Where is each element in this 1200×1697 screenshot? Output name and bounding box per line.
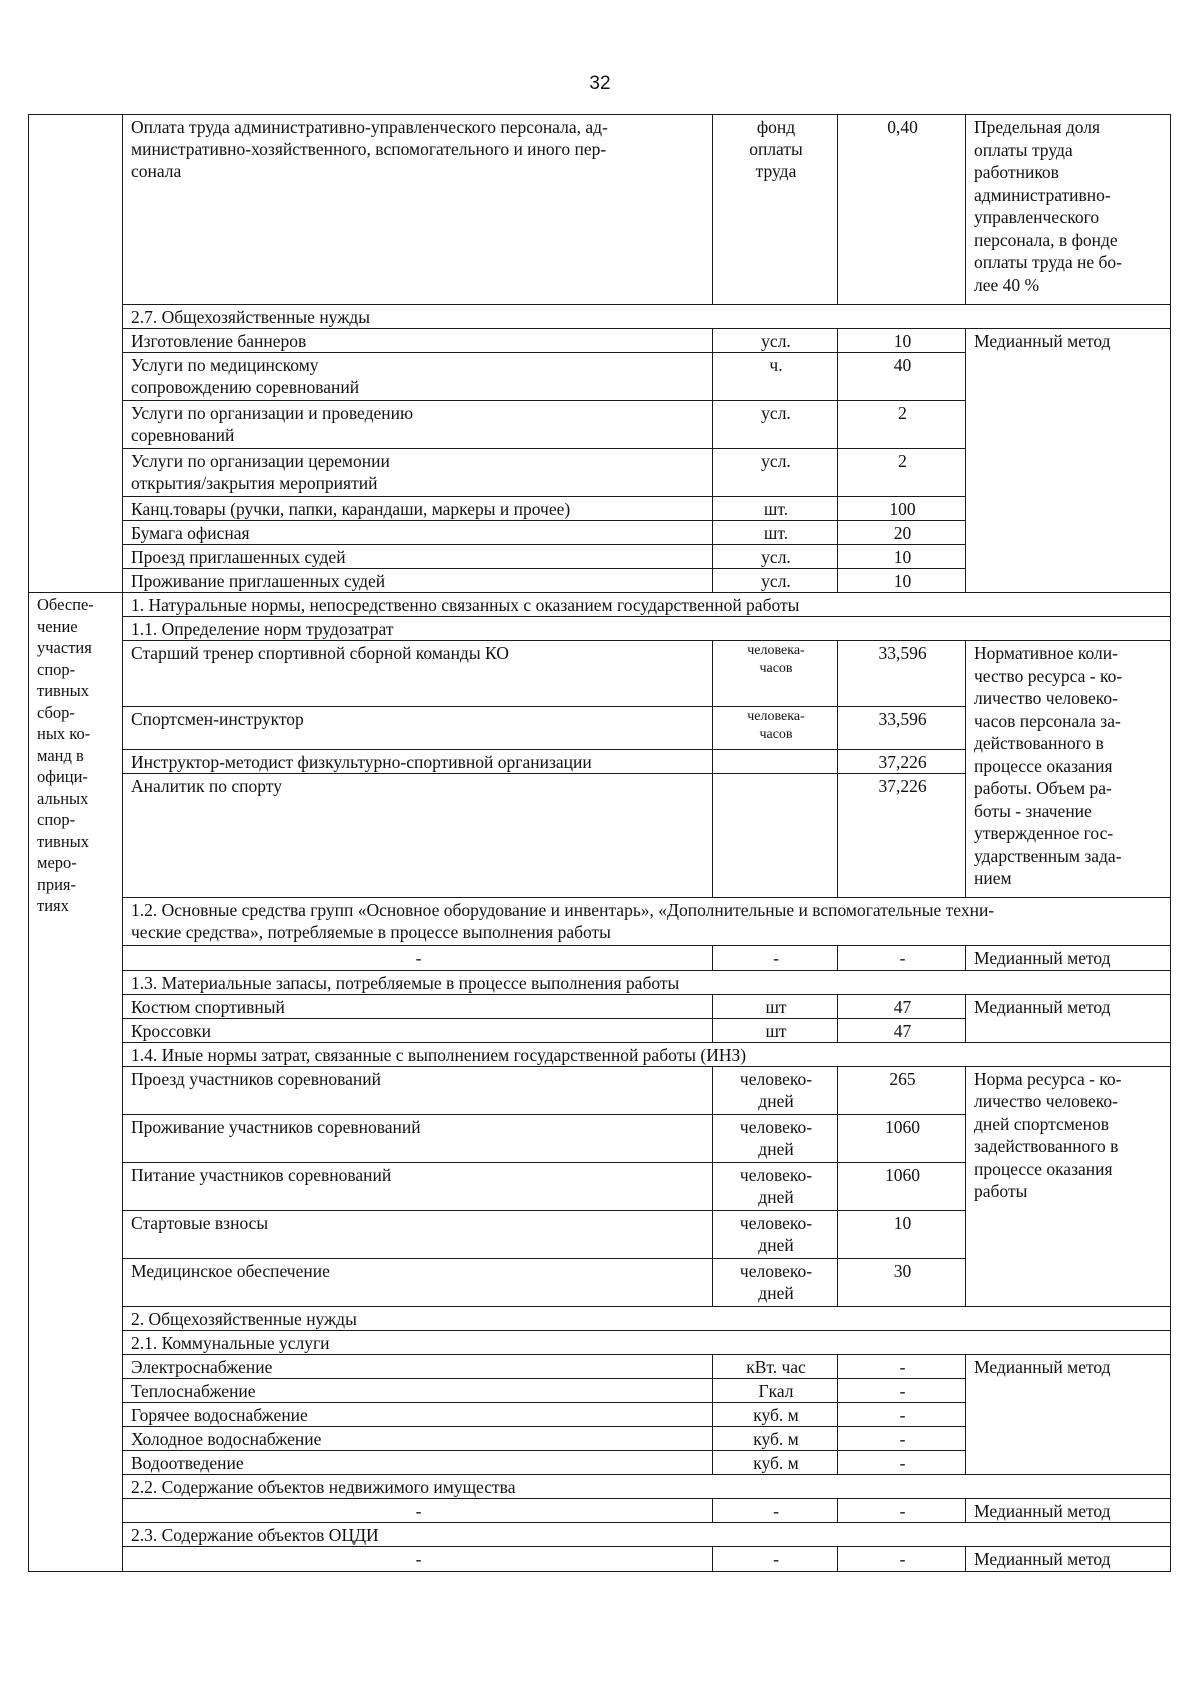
row-unit: фонд оплаты труда: [713, 115, 838, 305]
row-name: Костюм спортивный: [123, 994, 713, 1018]
row-value: 10: [838, 545, 966, 569]
row-name: Водоотведение: [123, 1450, 713, 1474]
row-name: Стартовые взносы: [123, 1210, 713, 1258]
row-unit: человеко- дней: [713, 1162, 838, 1210]
row-unit: человеко- дней: [713, 1114, 838, 1162]
row-note: Норма ресурса - ко- личество человеко- дней спортсменов задействованного в процессе оказания работы: [966, 1066, 1171, 1306]
section-title: 2.3. Содержание объектов ОЦДИ: [123, 1523, 1171, 1547]
row-unit: человеко- дней: [713, 1066, 838, 1114]
row-name: Теплоснабжение: [123, 1378, 713, 1402]
row-value: 10: [838, 329, 966, 353]
row-value: -: [838, 1547, 966, 1572]
row-value: 265: [838, 1066, 966, 1114]
row-unit: шт.: [713, 521, 838, 545]
row-value: 2: [838, 401, 966, 449]
row-name: Бумага офисная: [123, 521, 713, 545]
row-value: 37,226: [838, 774, 966, 898]
row-value: 100: [838, 497, 966, 521]
row-unit: человеко- дней: [713, 1258, 838, 1306]
table-row: [29, 994, 1171, 1018]
row-value: -: [838, 1354, 966, 1378]
row-value: 47: [838, 994, 966, 1018]
row-unit: куб. м: [713, 1450, 838, 1474]
row-unit: усл.: [713, 449, 838, 497]
section-row: [29, 1523, 1171, 1547]
table-row: [29, 115, 1171, 305]
row-name: Канц.товары (ручки, папки, карандаши, маркеры и прочее): [123, 497, 713, 521]
row-value: 47: [838, 1018, 966, 1042]
row-value: 2: [838, 449, 966, 497]
section-title: 2.7. Общехозяйственные нужды: [123, 305, 1171, 329]
section-title: 2.1. Коммунальные услуги: [123, 1330, 1171, 1354]
section-row: [29, 305, 1171, 329]
table-row: [29, 641, 1171, 707]
row-value: -: [838, 1402, 966, 1426]
section-title: 1.4. Иные нормы затрат, связанные с выполнением государственной работы (ИНЗ): [123, 1042, 1171, 1066]
section-title: 1.3. Материальные запасы, потребляемые в процессе выполнения работы: [123, 970, 1171, 994]
section-title: 2. Общехозяйственные нужды: [123, 1306, 1171, 1330]
row-unit: -: [713, 946, 838, 971]
row-name: Услуги по организации церемонии открытия/закрытия мероприятий: [123, 449, 713, 497]
row-value: -: [838, 1378, 966, 1402]
row-value: 20: [838, 521, 966, 545]
row-value: 1060: [838, 1162, 966, 1210]
row-value: 40: [838, 353, 966, 401]
row-unit: усл.: [713, 401, 838, 449]
row-unit: человека- часов: [713, 707, 838, 750]
row-unit: кВт. час: [713, 1354, 838, 1378]
row-name: Холодное водоснабжение: [123, 1426, 713, 1450]
row-note: Нормативное коли- чество ресурса - ко- личество человеко- часов персонала за- действованного в процессе оказания работы. Объем ра- боты - значение утвержденное гос- ударственным зада- нием: [966, 641, 1171, 898]
section-row: [29, 1042, 1171, 1066]
section-title: 1.2. Основные средства групп «Основное оборудование и инвентарь», «Дополнительные и вспомогательные техни- ческие средства», потребляемые в процессе выполнения работы: [123, 898, 1171, 946]
row-name: Проживание приглашенных судей: [123, 569, 713, 593]
row-note: Медианный метод: [966, 946, 1171, 971]
row-unit: [713, 750, 838, 774]
section-row: [29, 970, 1171, 994]
page-number: 32: [589, 73, 611, 94]
row-name: Проезд участников соревнований: [123, 1066, 713, 1114]
row-note: Медианный метод: [966, 1547, 1171, 1572]
row-name: Медицинское обеспечение: [123, 1258, 713, 1306]
row-value: -: [838, 1450, 966, 1474]
row-unit: шт: [713, 1018, 838, 1042]
row-note: Медианный метод: [966, 329, 1171, 593]
row-name: Оплата труда административно-управленческого персонала, ад- министративно-хозяйственного, вспомогательного и иного пер- сонала: [123, 115, 713, 305]
row-value: 33,596: [838, 641, 966, 707]
row-unit: куб. м: [713, 1426, 838, 1450]
row-note: Медианный метод: [966, 1354, 1171, 1474]
row-note: Предельная доля оплаты труда работников административно- управленческого персонала, в фонде оплаты труда не бо- лее 40 %: [966, 115, 1171, 305]
row-value: 30: [838, 1258, 966, 1306]
row-value: 10: [838, 569, 966, 593]
row-unit: куб. м: [713, 1402, 838, 1426]
row-name: Горячее водоснабжение: [123, 1402, 713, 1426]
row-unit: шт.: [713, 497, 838, 521]
row-name: -: [123, 946, 713, 971]
table-row: [29, 1066, 1171, 1114]
row-unit: -: [713, 1498, 838, 1523]
row-value: 10: [838, 1210, 966, 1258]
row-name: Услуги по организации и проведению соревнований: [123, 401, 713, 449]
row-value: 33,596: [838, 707, 966, 750]
table-row: [29, 1498, 1171, 1523]
row-value: 0,40: [838, 115, 966, 305]
section-row: [29, 1474, 1171, 1498]
row-note: Медианный метод: [966, 1498, 1171, 1523]
row-value: 37,226: [838, 750, 966, 774]
section-row: [29, 1306, 1171, 1330]
section-row: [29, 1330, 1171, 1354]
row-name: Кроссовки: [123, 1018, 713, 1042]
row-unit: Гкал: [713, 1378, 838, 1402]
row-name: -: [123, 1547, 713, 1572]
row-name: Инструктор-методист физкультурно-спортивной организации: [123, 750, 713, 774]
section-title: 1. Натуральные нормы, непосредственно связанных с оказанием государственной работы: [123, 593, 1171, 617]
section-row: [29, 617, 1171, 641]
row-unit: усл.: [713, 545, 838, 569]
section-title: 1.1. Определение норм трудозатрат: [123, 617, 1171, 641]
section-row: [29, 898, 1171, 946]
row-unit: усл.: [713, 569, 838, 593]
table-row: [29, 946, 1171, 971]
row-name: Аналитик по спорту: [123, 774, 713, 898]
row-unit: усл.: [713, 329, 838, 353]
row-name: Электроснабжение: [123, 1354, 713, 1378]
row-value: -: [838, 1426, 966, 1450]
section-row: [29, 593, 1171, 617]
row-name: Услуги по медицинскому сопровождению соревнований: [123, 353, 713, 401]
section-title: 2.2. Содержание объектов недвижимого имущества: [123, 1474, 1171, 1498]
row-value: -: [838, 1498, 966, 1523]
row-unit: [713, 774, 838, 898]
group-label: Обеспе- чение участия спор- тивных сбор- ных ко- манд в офици- альных спор- тивных меро- прия- тиях: [29, 593, 123, 1572]
row-name: -: [123, 1498, 713, 1523]
row-unit: шт: [713, 994, 838, 1018]
row-name: Старший тренер спортивной сборной команды КО: [123, 641, 713, 707]
row-unit: человеко- дней: [713, 1210, 838, 1258]
row-name: Спортсмен-инструктор: [123, 707, 713, 750]
row-name: Питание участников соревнований: [123, 1162, 713, 1210]
row-name: Проезд приглашенных судей: [123, 545, 713, 569]
row-unit: ч.: [713, 353, 838, 401]
row-name: Изготовление баннеров: [123, 329, 713, 353]
row-value: -: [838, 946, 966, 971]
table-row: [29, 1547, 1171, 1572]
row-name: Проживание участников соревнований: [123, 1114, 713, 1162]
row-value: 1060: [838, 1114, 966, 1162]
row-note: Медианный метод: [966, 994, 1171, 1042]
group-cell-empty: [29, 115, 123, 593]
table-row: [29, 1354, 1171, 1378]
row-unit: -: [713, 1547, 838, 1572]
row-unit: человека- часов: [713, 641, 838, 707]
table-row: [29, 329, 1171, 353]
norms-table: [28, 114, 1171, 1572]
